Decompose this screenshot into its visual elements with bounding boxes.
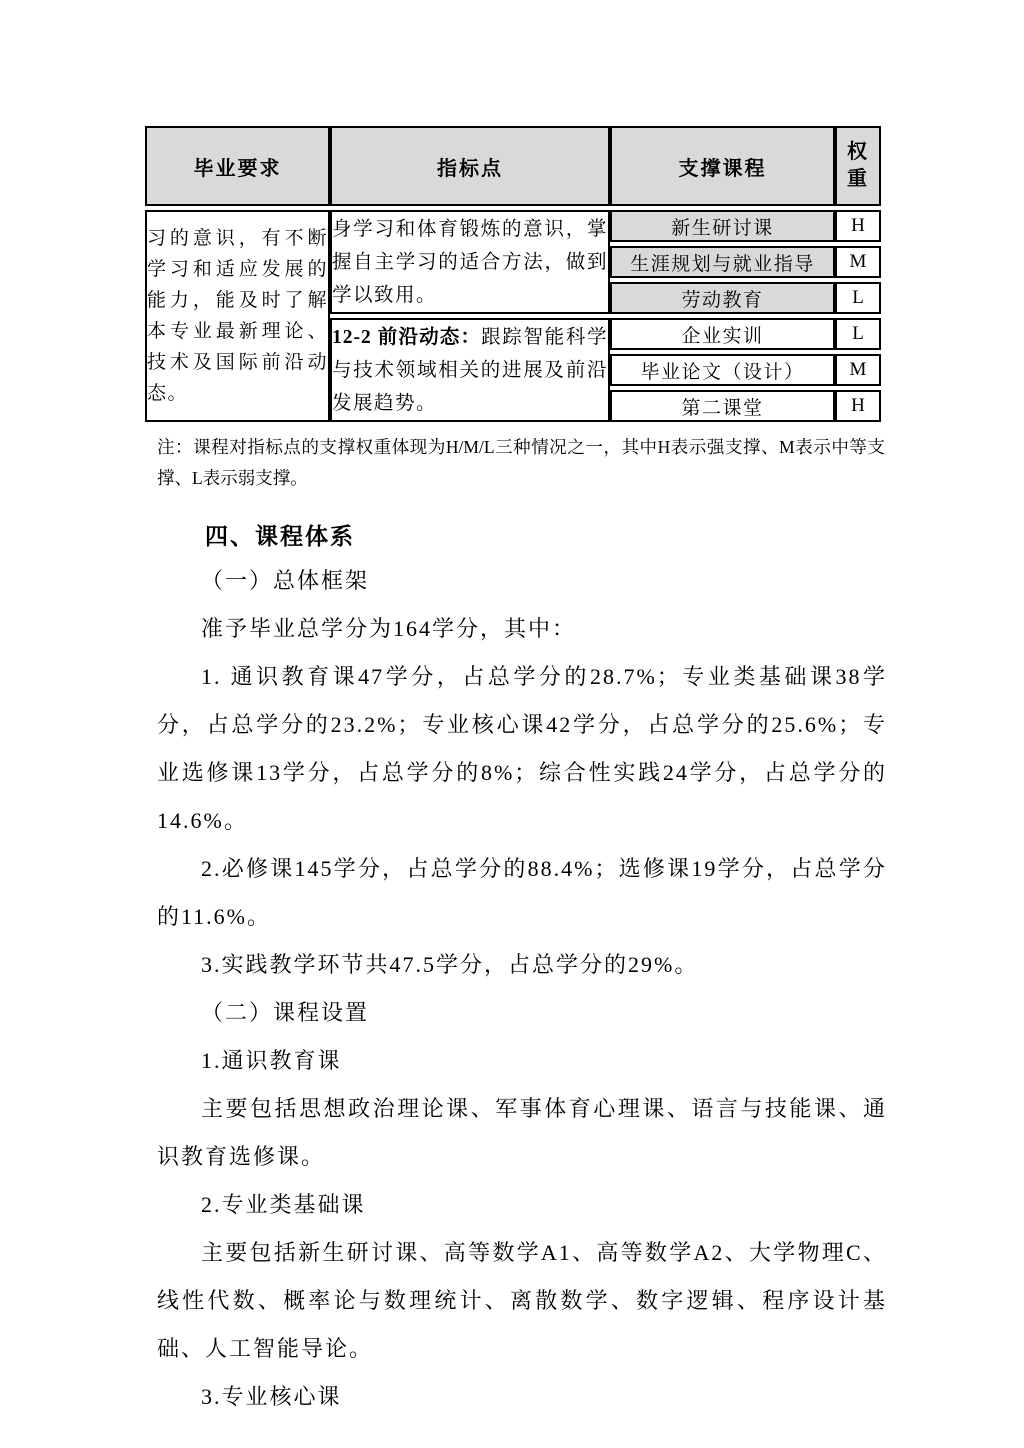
indicator-cell-2 <box>330 318 610 422</box>
course-cell: 生涯规划与就业指导 <box>610 246 835 278</box>
header-weight: 权重 <box>835 126 881 206</box>
requirement-cell: 习的意识，有不断学习和适应发展的能力，能及时了解本专业最新理论、技术及国际前沿动态。 <box>145 210 330 422</box>
course-cell: 毕业论文（设计） <box>610 354 835 386</box>
paragraph-required-elective: 2.必修课145学分，占总学分的88.4%；选修课19学分，占总学分的11.6%。 <box>157 856 887 929</box>
subsection-heading-1: （一）总体框架 <box>201 568 370 593</box>
header-indicator-point: 指标点 <box>330 126 610 206</box>
body-text <box>157 557 887 1421</box>
paragraph-practice-credits: 3.实践教学环节共47.5学分，占总学分的29%。 <box>201 952 699 977</box>
weight-cell: M <box>835 354 881 386</box>
subsection-heading-2: （二）课程设置 <box>201 1000 370 1025</box>
item-heading-core-courses: 3.专业核心课 <box>201 1384 342 1409</box>
table-note: 注：课程对指标点的支撑权重体现为H/M/L三种情况之一，其中H表示强支撑、M表示中等支撑、L表示弱支撑。 <box>157 437 885 488</box>
indicator-text: 跟踪智能科学与技术领域相关的进展及前沿发展趋势。 <box>332 326 608 414</box>
section-heading: 四、课程体系 <box>205 523 355 549</box>
table-header-row <box>145 126 881 206</box>
support-matrix-table <box>145 122 881 426</box>
course-cell: 劳动教育 <box>610 282 835 314</box>
header-graduation-requirement: 毕业要求 <box>145 126 330 206</box>
weight-cell: M <box>835 246 881 278</box>
indicator-cell-1 <box>330 210 610 314</box>
weight-cell: H <box>835 210 881 242</box>
paragraph-general-courses: 主要包括思想政治理论课、军事体育心理课、语言与技能课、通识教育选修课。 <box>157 1096 887 1169</box>
course-cell: 新生研讨课 <box>610 210 835 242</box>
header-supporting-course: 支撑课程 <box>610 126 835 206</box>
weight-cell: L <box>835 318 881 350</box>
indicator-text: 身学习和体育锻炼的意识，掌握自主学习的适合方法，做到学以致用。 <box>332 218 608 306</box>
item-heading-basic-courses: 2.专业类基础课 <box>201 1192 366 1217</box>
indicator-prefix: 12-2 前沿动态： <box>332 326 482 348</box>
course-cell: 第二课堂 <box>610 390 835 422</box>
item-heading-general-courses: 1.通识教育课 <box>201 1048 342 1073</box>
paragraph-basic-courses: 主要包括新生研讨课、高等数学A1、高等数学A2、大学物理C、线性代数、概率论与数理统计、离散数学、数字逻辑、程序设计基础、人工智能导论。 <box>157 1240 887 1361</box>
paragraph-total-credits: 准予毕业总学分为164学分，其中： <box>201 616 577 641</box>
paragraph-credit-breakdown: 1. 通识教育课47学分，占总学分的28.7%；专业类基础课38学分，占总学分的23.2%；专业核心课42学分，占总学分的25.6%；专业选修课13学分，占总学分的8%；综合性实践24学分，占总学分的14.6%。 <box>157 664 887 833</box>
table-row <box>145 210 881 242</box>
weight-cell: H <box>835 390 881 422</box>
weight-cell: L <box>835 282 881 314</box>
course-cell: 企业实训 <box>610 318 835 350</box>
